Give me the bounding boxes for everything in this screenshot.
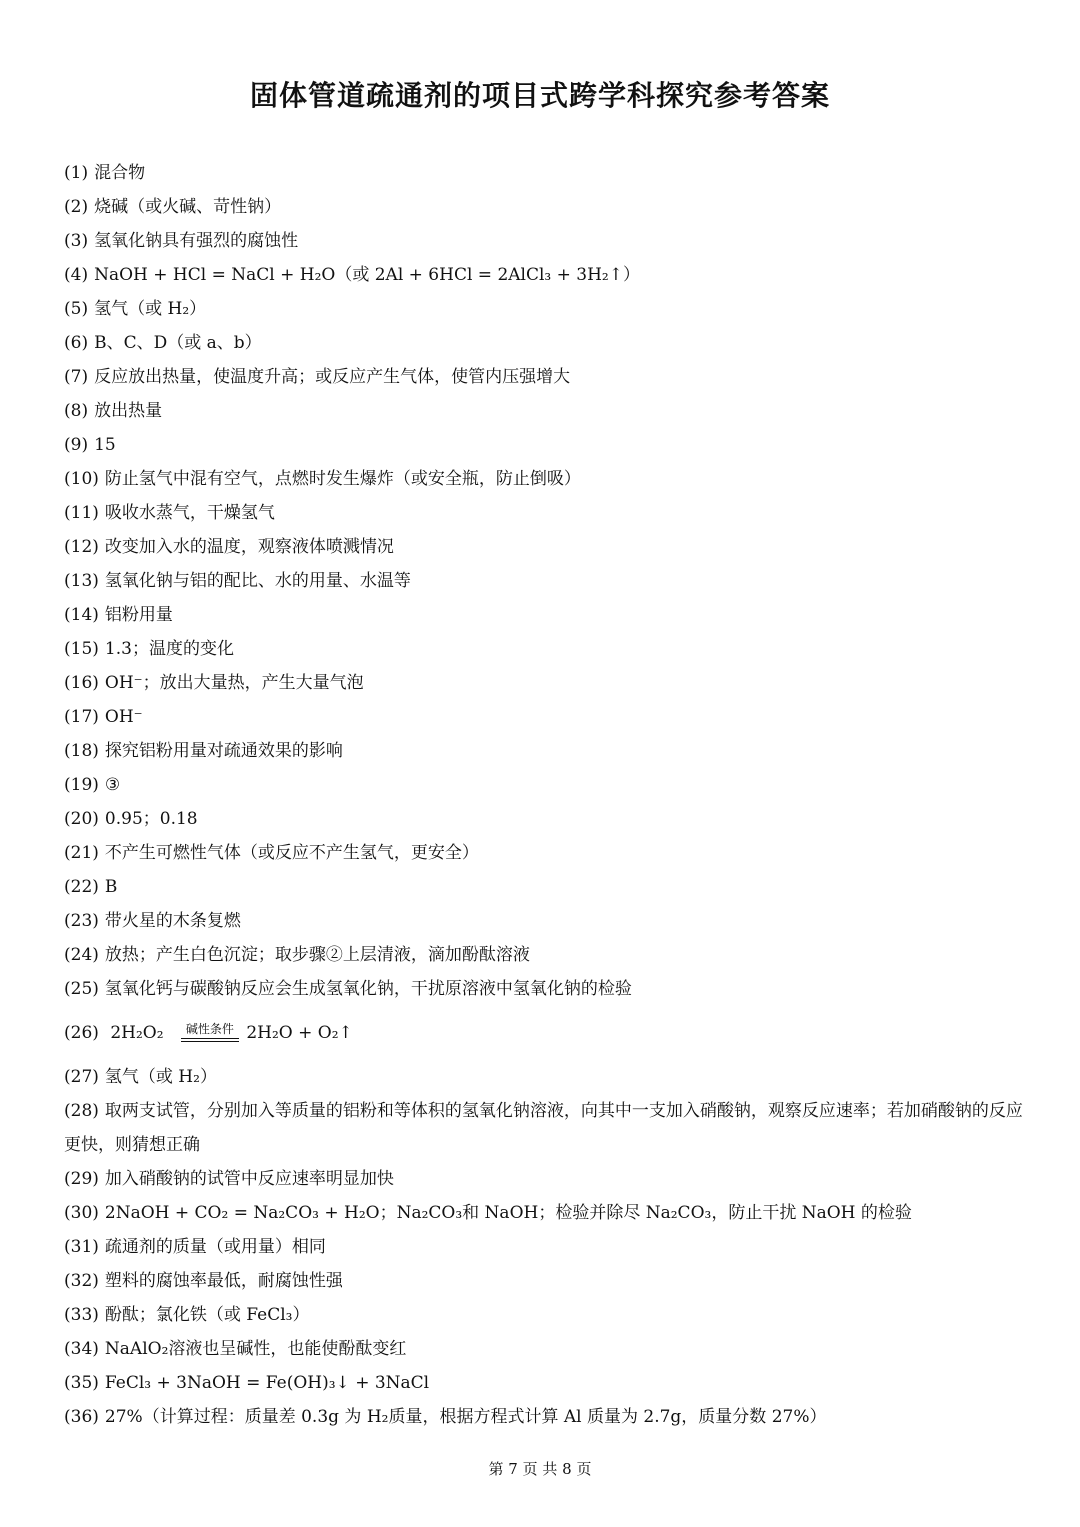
answer-item — [64, 292, 1024, 326]
answer-item — [64, 1196, 1024, 1230]
answer-text: 铝粉用量 — [104, 605, 173, 625]
answer-item — [64, 632, 1024, 666]
answer-item — [64, 1094, 1024, 1162]
answer-text: 氢气（或 H₂） — [94, 299, 207, 319]
answer-text: 防止氢气中混有空气，点燃时发生爆炸（或安全瓶，防止倒吸） — [104, 469, 581, 489]
answer-text: 放热；产生白色沉淀；取步骤②上层清液，滴加酚酞溶液 — [104, 945, 530, 965]
answer-number: (4) — [64, 265, 89, 285]
answer-number: (13) — [64, 571, 99, 591]
answer-text: B、C、D（或 a、b） — [94, 333, 262, 353]
answer-item — [64, 258, 1024, 292]
answer-text: 氢气（或 H₂） — [104, 1067, 217, 1087]
page-footer: 第 7 页 共 8 页 — [488, 1460, 592, 1478]
answer-item — [64, 496, 1024, 530]
answer-number: (28) — [64, 1101, 99, 1121]
answer-text: 探究铝粉用量对疏通效果的影响 — [104, 741, 343, 761]
answer-text: 塑料的腐蚀率最低，耐腐蚀性强 — [104, 1271, 343, 1291]
answer-number: (21) — [64, 843, 99, 863]
answer-item — [64, 1400, 1024, 1434]
answer-number: (23) — [64, 911, 99, 931]
answer-text: OH⁻；放出大量热，产生大量气泡 — [104, 673, 364, 693]
answer-item — [64, 326, 1024, 360]
answer-text: 改变加入水的温度，观察液体喷溅情况 — [104, 537, 394, 557]
answer-number: (29) — [64, 1169, 99, 1189]
answer-item — [64, 224, 1024, 258]
answer-number: (34) — [64, 1339, 99, 1359]
answer-item — [64, 156, 1024, 190]
answer-text: 2NaOH + CO₂ = Na₂CO₃ + H₂O；Na₂CO₃和 NaOH；检验并除尽 Na₂CO₃，防止干扰 NaOH 的检验 — [104, 1203, 912, 1223]
answer-text: 氢氧化钠与铝的配比、水的用量、水温等 — [104, 571, 411, 591]
answer-text: 27%（计算过程：质量差 0.3g 为 H₂质量，根据方程式计算 Al 质量为 2.7g，质量分数 27%） — [104, 1407, 827, 1427]
answer-number: (30) — [64, 1203, 99, 1223]
answer-item — [64, 802, 1024, 836]
answer-number: (11) — [64, 503, 99, 523]
answer-item — [64, 1162, 1024, 1196]
answer-text: 15 — [94, 435, 116, 455]
answer-text: NaOH + HCl = NaCl + H₂O（或 2Al + 6HCl = 2AlCl₃ + 3H₂↑） — [94, 265, 640, 285]
answer-item — [64, 1298, 1024, 1332]
answer-number: (20) — [64, 809, 99, 829]
answer-number: (6) — [64, 333, 89, 353]
answer-text: 反应放出热量，使温度升高；或反应产生气体，使管内压强增大 — [94, 367, 571, 387]
answer-text: 加入硝酸钠的试管中反应速率明显加快 — [104, 1169, 394, 1189]
answer-number: (22) — [64, 877, 99, 897]
answer-number: (5) — [64, 299, 89, 319]
answer-item — [64, 360, 1024, 394]
answer-text: 氢氧化钠具有强烈的腐蚀性 — [94, 231, 299, 251]
answer-text: ③ — [104, 775, 121, 795]
answer-number: (24) — [64, 945, 99, 965]
answer-number: (27) — [64, 1067, 99, 1087]
equation-left: 2H₂O₂ — [110, 1023, 164, 1043]
answer-item — [64, 598, 1024, 632]
reaction-arrow — [181, 1021, 239, 1044]
answer-item — [64, 836, 1024, 870]
answer-number: (36) — [64, 1407, 99, 1427]
answer-item — [64, 904, 1024, 938]
answer-item — [64, 564, 1024, 598]
answer-number: (18) — [64, 741, 99, 761]
answer-text: 烧碱（或火碱、苛性钠） — [94, 197, 282, 217]
answer-item — [64, 734, 1024, 768]
answer-number: (10) — [64, 469, 99, 489]
answer-text: 带火星的木条复燃 — [104, 911, 241, 931]
answer-number: (33) — [64, 1305, 99, 1325]
answer-item — [64, 700, 1024, 734]
answer-item — [64, 938, 1024, 972]
answer-number: (8) — [64, 401, 89, 421]
answer-text: 酚酞；氯化铁（或 FeCl₃） — [104, 1305, 310, 1325]
answer-item-26 — [64, 1006, 1024, 1060]
answer-text: 取两支试管，分别加入等质量的铝粉和等体积的氢氧化钠溶液，向其中一支加入硝酸钠，观察反应速率；若加硝酸钠的反应更快，则猜想正确 — [64, 1101, 1023, 1155]
answer-number: (14) — [64, 605, 99, 625]
answer-text: 吸收水蒸气，干燥氢气 — [104, 503, 275, 523]
answer-text: 0.95；0.18 — [104, 809, 198, 829]
answer-number: (35) — [64, 1373, 99, 1393]
answer-number: (25) — [64, 979, 99, 999]
answer-text: B — [104, 877, 118, 897]
answer-number: (9) — [64, 435, 89, 455]
answer-text: 混合物 — [94, 163, 146, 183]
answer-number: (1) — [64, 163, 89, 183]
answer-text: 疏通剂的质量（或用量）相同 — [104, 1237, 326, 1257]
answer-item — [64, 1230, 1024, 1264]
answer-number: (7) — [64, 367, 89, 387]
answer-item — [64, 462, 1024, 496]
answer-number: (16) — [64, 673, 99, 693]
answer-item — [64, 870, 1024, 904]
answer-item — [64, 1366, 1024, 1400]
answer-text: OH⁻ — [104, 707, 143, 727]
answer-item — [64, 190, 1024, 224]
answer-number: (17) — [64, 707, 99, 727]
answer-text: 氢氧化钙与碳酸钠反应会生成氢氧化钠，干扰原溶液中氢氧化钠的检验 — [104, 979, 632, 999]
answer-item — [64, 1264, 1024, 1298]
answer-item — [64, 768, 1024, 802]
answer-text: FeCl₃ + 3NaOH = Fe(OH)₃↓ + 3NaCl — [104, 1373, 430, 1393]
answer-text: NaAlO₂溶液也呈碱性，也能使酚酞变红 — [104, 1339, 407, 1359]
answer-text: 放出热量 — [94, 401, 163, 421]
answer-text: 不产生可燃性气体（或反应不产生氢气，更安全） — [104, 843, 479, 863]
page-title: 固体管道疏通剂的项目式跨学科探究参考答案 — [249, 79, 830, 112]
answer-item — [64, 428, 1024, 462]
answer-number: (19) — [64, 775, 99, 795]
answer-item — [64, 530, 1024, 564]
reaction-condition: 碱性条件 — [185, 1021, 234, 1036]
answer-number: (3) — [64, 231, 89, 251]
answer-text: 1.3；温度的变化 — [104, 639, 234, 659]
answer-number: (2) — [64, 197, 89, 217]
answer-number: (12) — [64, 537, 99, 557]
answer-item — [64, 394, 1024, 428]
answer-item — [64, 1332, 1024, 1366]
answer-item — [64, 972, 1024, 1006]
answer-number: (15) — [64, 639, 99, 659]
answer-list — [64, 156, 1024, 1434]
answer-number: (26) — [64, 1023, 99, 1043]
answer-item — [64, 666, 1024, 700]
answer-number: (31) — [64, 1237, 99, 1257]
equation-right: 2H₂O + O₂↑ — [246, 1023, 353, 1043]
answer-number: (32) — [64, 1271, 99, 1291]
answer-item — [64, 1060, 1024, 1094]
